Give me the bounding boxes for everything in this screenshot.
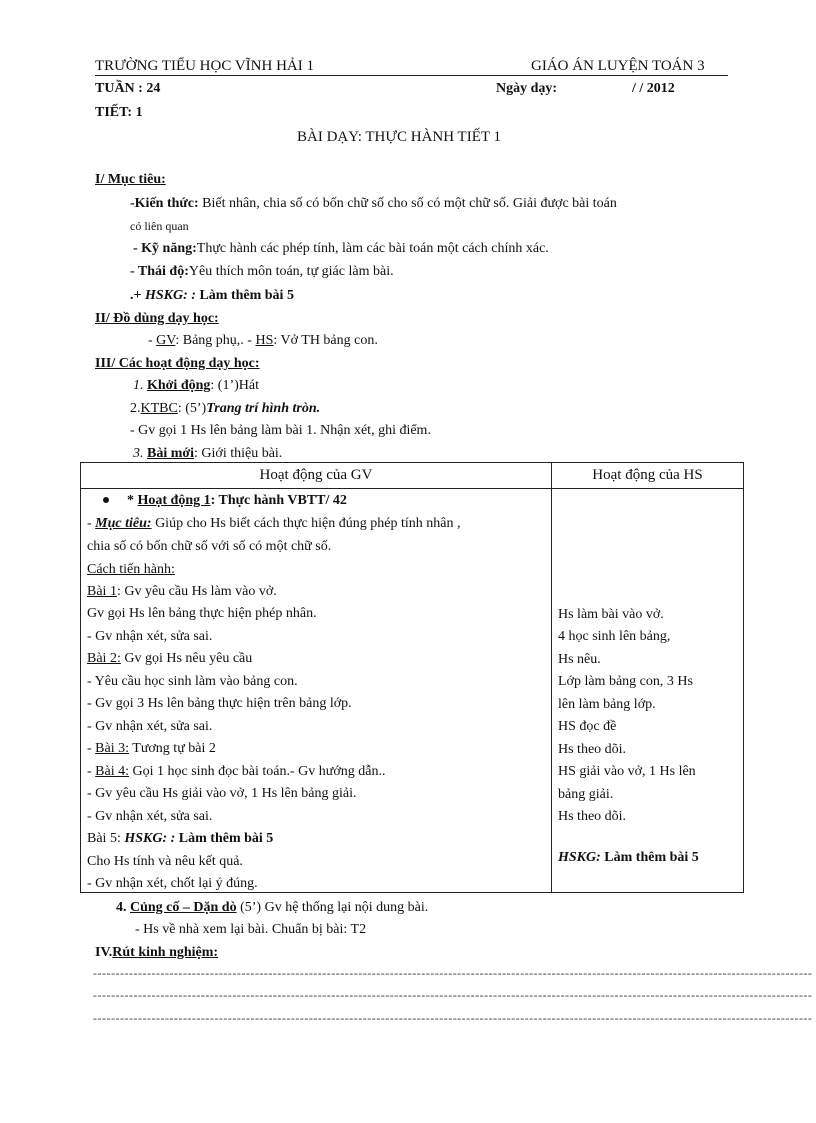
closing-label: Củng cố – Dặn dò <box>130 900 237 915</box>
goal-cont: chia số có bốn chữ số với số có một chữ số. <box>87 539 332 554</box>
materials-gv-label: GV <box>156 333 176 348</box>
attitude-text: Yêu thích môn toán, tự giác làm bài. <box>188 264 394 279</box>
closing-num: 4. <box>116 900 127 915</box>
hskg-prefix: .+ <box>130 288 145 303</box>
knowledge-label: -Kiến thức: <box>130 196 199 211</box>
method-heading: Cách tiến hành: <box>87 562 175 577</box>
b4-label: Bài 4: <box>95 764 130 779</box>
b5-line-3: - Gv nhận xét, chốt lại ý đúng. <box>87 876 258 891</box>
b2-line-3: - Gv gọi 3 Hs lên bảng thực hiện trên bảng lớp. <box>87 696 352 711</box>
hs-hskg-label: HSKG: <box>558 850 601 865</box>
blank-line: ---------------------------------------------------------------------------------------------------------------------------------------------------------------- <box>93 988 813 1002</box>
objective-skill <box>133 240 549 258</box>
blank-line: ---------------------------------------------------------------------------------------------------------------------------------------------------------------- <box>93 966 813 980</box>
goal-line: - Mục tiêu: Giúp cho Hs biết cách thực hiện đúng phép tính nhân , <box>87 516 461 531</box>
b3-text: Tương tự bài 2 <box>129 741 216 756</box>
b4-line-2: - Gv yêu cầu Hs giải vào vở, 1 Hs lên bảng giải. <box>87 786 357 801</box>
skill-text: Thực hành các phép tính, làm các bài toán một cách chính xác. <box>196 241 549 256</box>
check-num: 2. <box>130 401 141 416</box>
activities-table <box>80 462 744 893</box>
hs-line: Hs theo dõi. <box>558 742 627 757</box>
hs-line: 4 học sinh lên bảng, <box>558 629 671 644</box>
b1-text: : Gv yêu cầu Hs làm vào vở. <box>116 584 277 599</box>
closing-line-2: - Hs về nhà xem lại bài. Chuẩn bị bài: T2 <box>135 922 367 937</box>
b4-line-3: - Gv nhận xét, sửa sai. <box>87 809 213 824</box>
b4-text: Gọi 1 học sinh đọc bài toán.- Gv hướng dẫn.. <box>129 764 386 779</box>
hs-line: Hs theo dõi. <box>558 809 627 824</box>
hs-line: HS đọc đề <box>558 719 617 734</box>
new-num: 3. <box>133 446 144 461</box>
date-label: Ngày dạy: <box>496 81 558 96</box>
closing-line <box>116 899 428 917</box>
new-lesson-line <box>133 445 282 463</box>
blank-line: ---------------------------------------------------------------------------------------------------------------------------------------------------------------- <box>93 1011 813 1025</box>
hs-line: Hs làm bài vào vở. <box>558 607 664 622</box>
check-italic: Trang trí hình tròn. <box>206 401 321 416</box>
hskg-text: Làm thêm bài 5 <box>195 288 294 303</box>
b5-label: Bài 5: <box>87 831 121 846</box>
objective-attitude <box>130 263 394 281</box>
b2-line <box>87 650 252 668</box>
b1-line-2: Gv gọi Hs lên bảng thực hiện phép nhân. <box>87 606 317 621</box>
school-name: TRƯỜNG TIỂU HỌC VĨNH HẢI 1 <box>95 58 314 74</box>
b2-text: Gv gọi Hs nêu yêu cầu <box>120 651 253 666</box>
knowledge-cont: có liên quan <box>130 219 189 233</box>
materials-line <box>148 332 378 350</box>
hskg-label: HSKG: : <box>144 288 196 303</box>
warmup-num: 1. <box>133 378 144 393</box>
hs-hskg-line <box>558 849 699 867</box>
hs-line: bảng giải. <box>558 787 614 802</box>
gv-cell <box>81 489 552 893</box>
header-rule <box>95 75 728 76</box>
closing-text: (5’) Gv hệ thống lại nội dung bài. <box>236 900 429 915</box>
date-value: / / 2012 <box>632 81 675 96</box>
b1-label: Bài 1 <box>87 584 117 599</box>
hs-line: Lớp làm bảng con, 3 Hs <box>558 674 693 689</box>
objective-hskg <box>130 287 294 305</box>
b5-text: Làm thêm bài 5 <box>175 831 274 846</box>
period-label: TIẾT: 1 <box>95 105 143 120</box>
b3-prefix: - <box>87 741 96 756</box>
materials-heading: II/ Đồ dùng dạy học: <box>95 311 219 326</box>
b2-line-2: - Yêu cầu học sinh làm vào bảng con. <box>87 674 298 689</box>
warmup-line <box>133 377 259 395</box>
bullet-icon <box>103 497 109 503</box>
objectives-heading: I/ Mục tiêu: <box>95 172 166 187</box>
new-label: Bài mới <box>147 446 195 461</box>
b3-line <box>87 740 216 758</box>
objective-knowledge <box>130 195 617 213</box>
attitude-label: - Thái độ: <box>130 264 189 279</box>
hs-line: lên làm bảng lớp. <box>558 697 656 712</box>
materials-hs-label: HS <box>255 333 274 348</box>
goal-label: Mục tiêu: <box>95 516 152 531</box>
new-text: : Giới thiệu bài. <box>194 446 283 461</box>
b2-label: Bài 2: <box>87 651 121 666</box>
b5-hskg: HSKG: : <box>124 831 176 846</box>
warmup-text: : (1’)Hát <box>210 378 259 393</box>
hs-hskg-text: Làm thêm bài 5 <box>600 850 699 865</box>
b4-prefix: - <box>87 764 96 779</box>
activities-heading: III/ Các hoạt động dạy học: <box>95 356 260 371</box>
week-label: TUẦN : 24 <box>95 81 161 96</box>
b3-label: Bài 3: <box>95 741 130 756</box>
b2-line-4: - Gv nhận xét, sửa sai. <box>87 719 213 734</box>
activity-text: : Thực hành VBTT/ 42 <box>210 493 347 508</box>
check-label: KTBC <box>140 401 178 416</box>
hs-line: Hs nêu. <box>558 652 601 667</box>
activity-prefix: * <box>127 493 138 508</box>
activity-1-line <box>81 492 347 510</box>
experience-heading <box>95 944 218 962</box>
skill-label: - Kỹ năng: <box>133 241 197 256</box>
experience-prefix: IV. <box>95 945 113 960</box>
plan-title: GIÁO ÁN LUYỆN TOÁN 3 <box>531 58 705 74</box>
b5-line <box>87 830 273 848</box>
check-text: : (5’) <box>177 401 207 416</box>
col-header-gv: Hoạt động của GV <box>81 463 552 489</box>
activity-label: Hoạt động 1 <box>137 493 211 508</box>
check-detail: - Gv gọi 1 Hs lên bảng làm bài 1. Nhận xét, ghi điểm. <box>130 423 431 438</box>
materials-hs-text: : Vở TH bảng con. <box>273 333 378 348</box>
hs-line: HS giải vào vở, 1 Hs lên <box>558 764 696 779</box>
b1-line <box>87 583 277 601</box>
knowledge-text: Biết nhân, chia số có bốn chữ số cho số có một chữ số. Giải được bài toán <box>198 196 617 211</box>
b4-line <box>87 763 385 781</box>
warmup-label: Khởi động <box>147 378 211 393</box>
hs-cell <box>552 489 744 893</box>
check-line <box>130 400 320 418</box>
b1-line-3: - Gv nhận xét, sửa sai. <box>87 629 213 644</box>
materials-gv-text: : Bảng phụ,. - <box>175 333 256 348</box>
lesson-title: BÀI DẠY: THỰC HÀNH TIẾT 1 <box>297 129 502 145</box>
materials-prefix: - <box>148 333 157 348</box>
col-header-hs: Hoạt động của HS <box>552 463 744 489</box>
b5-line-2: Cho Hs tính và nêu kết quả. <box>87 854 243 869</box>
experience-label: Rút kinh nghiệm: <box>112 945 219 960</box>
goal-text: Giúp cho Hs biết cách thực hiện đúng phép tính nhân , <box>151 516 461 531</box>
